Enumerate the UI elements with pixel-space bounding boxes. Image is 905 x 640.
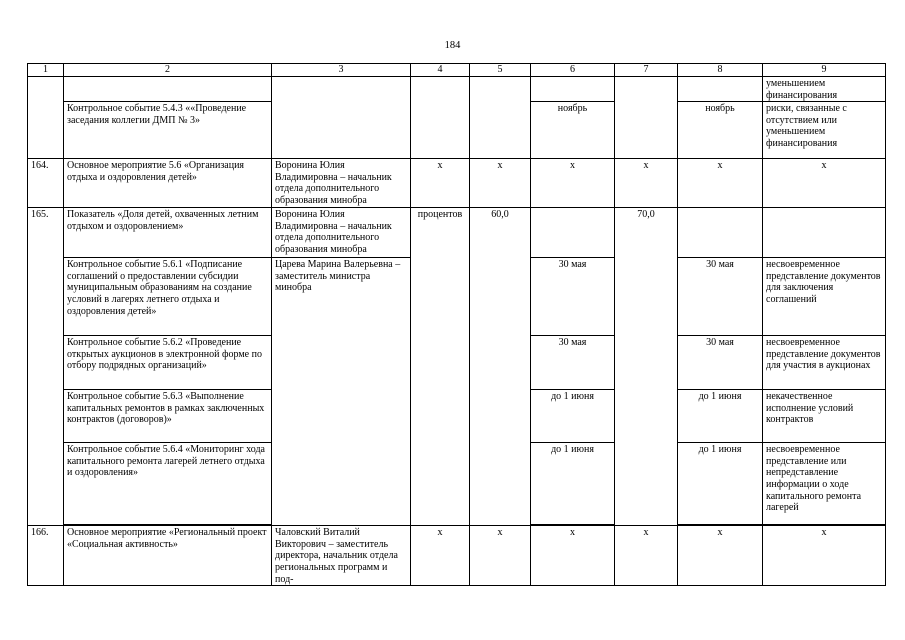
cell-date-end: до 1 июня [678, 443, 763, 525]
cell-value-base: х [470, 159, 531, 208]
header-row [28, 64, 886, 77]
cell-value-base: х [470, 526, 531, 586]
cell-risks: некачественное исполнение условий контрактов [763, 390, 886, 443]
cell-value-target: х [615, 526, 678, 586]
cell-risks: риски, связанные с отсутствием или уменьшением финансирования [763, 102, 886, 159]
col-header: 3 [272, 64, 411, 77]
table-row [28, 159, 886, 208]
cell-event: Контрольное событие 5.6.1 «Подписание соглашений о предоставлении субсидии муниципальным образованиям на создание условий в лагерях летнего отдыха и оздоровления детей» [64, 258, 272, 336]
cell-unit [411, 77, 470, 159]
cell-date-end [678, 208, 763, 258]
cell-date-end [678, 77, 763, 102]
cell-responsible: Воронина Юлия Владимировна – начальник отдела дополнительного образования минобра [272, 208, 411, 258]
cell-date-end: ноябрь [678, 102, 763, 159]
col-header: 9 [763, 64, 886, 77]
cell-value-target: х [615, 159, 678, 208]
table-row [28, 208, 886, 258]
cell-responsible: Воронина Юлия Владимировна – начальник отдела дополнительного образования минобра [272, 159, 411, 208]
cell-responsible [272, 77, 411, 159]
cell-risks: х [763, 159, 886, 208]
cell-event: Контрольное событие 5.6.3 «Выполнение капитальных ремонтов в рамках заключенных контрактов (договоров)» [64, 390, 272, 443]
cell-risks: несвоевременное представление документов для заключения соглашений [763, 258, 886, 336]
cell-date-end: х [678, 159, 763, 208]
cell-number [28, 77, 64, 159]
col-header: 5 [470, 64, 531, 77]
cell-date-start: х [531, 526, 615, 586]
cell-value-base: 60,0 [470, 208, 531, 526]
col-header: 2 [64, 64, 272, 77]
col-header: 4 [411, 64, 470, 77]
cell-event: Показатель «Доля детей, охваченных летним отдыхом и оздоровлением» [64, 208, 272, 258]
cell-date-end: до 1 июня [678, 390, 763, 443]
cell-responsible: Царева Марина Валерьевна – заместитель министра минобра [272, 258, 411, 526]
col-header: 8 [678, 64, 763, 77]
cell-date-start: 30 мая [531, 258, 615, 336]
page-number: 184 [444, 40, 461, 51]
cell-event: Контрольное событие 5.4.3 ««Проведение заседания коллегии ДМП № 3» [64, 102, 272, 159]
cell-responsible: Чаловский Виталий Викторович – заместитель директора, начальник отдела региональных программ и под- [272, 526, 411, 586]
cell-number: 166. [28, 526, 64, 586]
cell-number: 165. [28, 208, 64, 526]
cell-risks: уменьшением финансирования [763, 77, 886, 102]
cell-event: Основное мероприятие 5.6 «Организация отдыха и оздоровления детей» [64, 159, 272, 208]
table-row [28, 526, 886, 586]
cell-event: Контрольное событие 5.6.4 «Мониторинг хода капитального ремонта лагерей летнего отдыха и оздоровления» [64, 443, 272, 525]
col-header: 7 [615, 64, 678, 77]
cell-date-end: 30 мая [678, 258, 763, 336]
cell-event [64, 77, 272, 102]
cell-date-end: 30 мая [678, 336, 763, 390]
cell-value-target [615, 77, 678, 159]
cell-date-start: х [531, 159, 615, 208]
table-row [28, 77, 886, 102]
col-header: 1 [28, 64, 64, 77]
plan-table [27, 63, 886, 586]
cell-value-target: 70,0 [615, 208, 678, 526]
cell-date-end: х [678, 526, 763, 586]
col-header: 6 [531, 64, 615, 77]
cell-risks: х [763, 526, 886, 586]
cell-event: Основное мероприятие «Региональный проект «Социальная активность» [64, 526, 272, 586]
cell-date-start: до 1 июня [531, 390, 615, 443]
cell-date-start [531, 208, 615, 258]
cell-risks: несвоевременное представление или непредставление информации о ходе капитального ремонта лагерей [763, 443, 886, 525]
cell-event: Контрольное событие 5.6.2 «Проведение открытых аукционов в электронной форме по отбору подрядных организаций» [64, 336, 272, 390]
cell-date-start: 30 мая [531, 336, 615, 390]
cell-unit: х [411, 526, 470, 586]
cell-date-start: до 1 июня [531, 443, 615, 525]
cell-date-start [531, 77, 615, 102]
cell-unit: х [411, 159, 470, 208]
cell-date-start: ноябрь [531, 102, 615, 159]
cell-unit: процентов [411, 208, 470, 526]
cell-value-base [470, 77, 531, 159]
cell-number: 164. [28, 159, 64, 208]
cell-risks [763, 208, 886, 258]
cell-risks: несвоевременное представление документов для участия в аукционах [763, 336, 886, 390]
